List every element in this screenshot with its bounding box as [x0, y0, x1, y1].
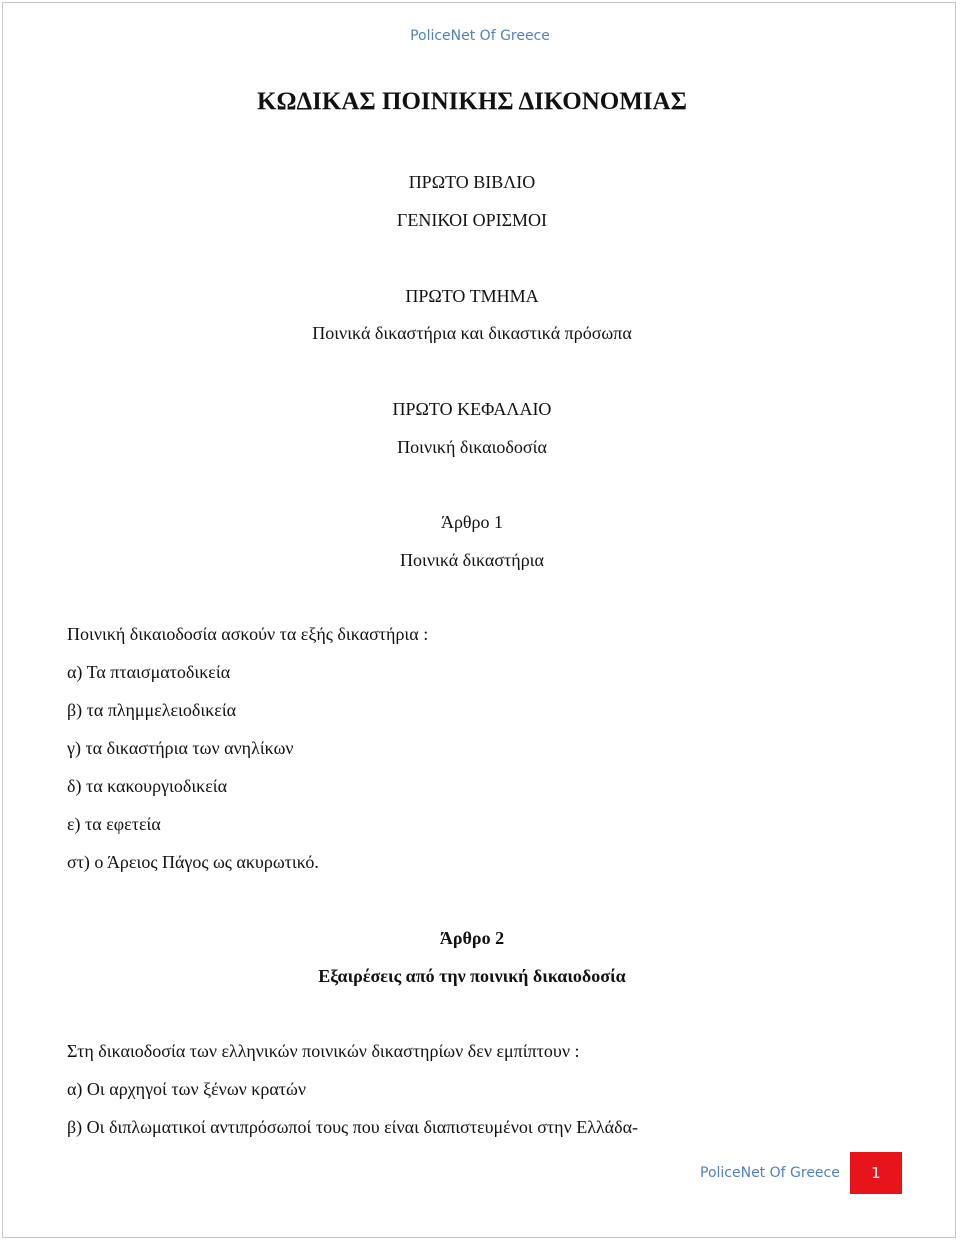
article-1-title: Ποινικά δικαστήρια: [400, 550, 544, 570]
section-heading: ΠΡΩΤΟ ΤΜΗΜΑ: [405, 286, 539, 306]
article-1-item: α) Τα πταισματοδικεία: [67, 662, 231, 682]
article-1-item: δ) τα κακουργιοδικεία: [67, 776, 228, 796]
book-heading: ΠΡΩΤΟ ΒΙΒΛΙΟ: [408, 172, 536, 192]
article-1-item: β) τα πλημμελειοδικεία: [67, 700, 237, 720]
article-1-intro: Ποινική δικαιοδοσία ασκούν τα εξής δικαστήρια :: [67, 624, 429, 644]
book-subtitle: ΓΕΝΙΚΟΙ ΟΡΙΣΜΟΙ: [396, 210, 548, 230]
article-1-item: γ) τα δικαστήρια των ανηλίκων: [67, 738, 294, 758]
footer-text: PoliceNet Of Greece: [700, 1165, 840, 1181]
article-2-item: β) Οι διπλωματικοί αντιπρόσωποί τους που είναι διαπιστευμένοι στην Ελλάδα-: [67, 1117, 638, 1137]
page-header: PoliceNet Of Greece: [410, 28, 550, 44]
page-number-badge: 1: [850, 1152, 902, 1194]
page-footer: [700, 1152, 902, 1194]
chapter-heading: ΠΡΩΤΟ ΚΕΦΑΛΑΙΟ: [392, 399, 552, 419]
article-1-item: ε) τα εφετεία: [67, 814, 161, 834]
article-2-title: Εξαιρέσεις από την ποινική δικαιοδοσία: [318, 966, 626, 986]
chapter-subtitle: Ποινική δικαιοδοσία: [397, 437, 547, 457]
article-1-label: Άρθρο 1: [440, 512, 504, 532]
article-2-intro: Στη δικαιοδοσία των ελληνικών ποινικών δικαστηρίων δεν εμπίπτουν :: [67, 1041, 580, 1061]
article-1-item: στ) ο Άρειος Πάγος ως ακυρωτικό.: [67, 852, 319, 872]
section-subtitle: Ποινικά δικαστήρια και δικαστικά πρόσωπα: [312, 323, 632, 343]
article-2-label: Άρθρο 2: [439, 928, 505, 948]
document-title: ΚΩΔΙΚΑΣ ΠΟΙΝΙΚΗΣ ΔΙΚΟΝΟΜΙΑΣ: [257, 88, 687, 115]
article-2-item: α) Οι αρχηγοί των ξένων κρατών: [67, 1079, 307, 1099]
